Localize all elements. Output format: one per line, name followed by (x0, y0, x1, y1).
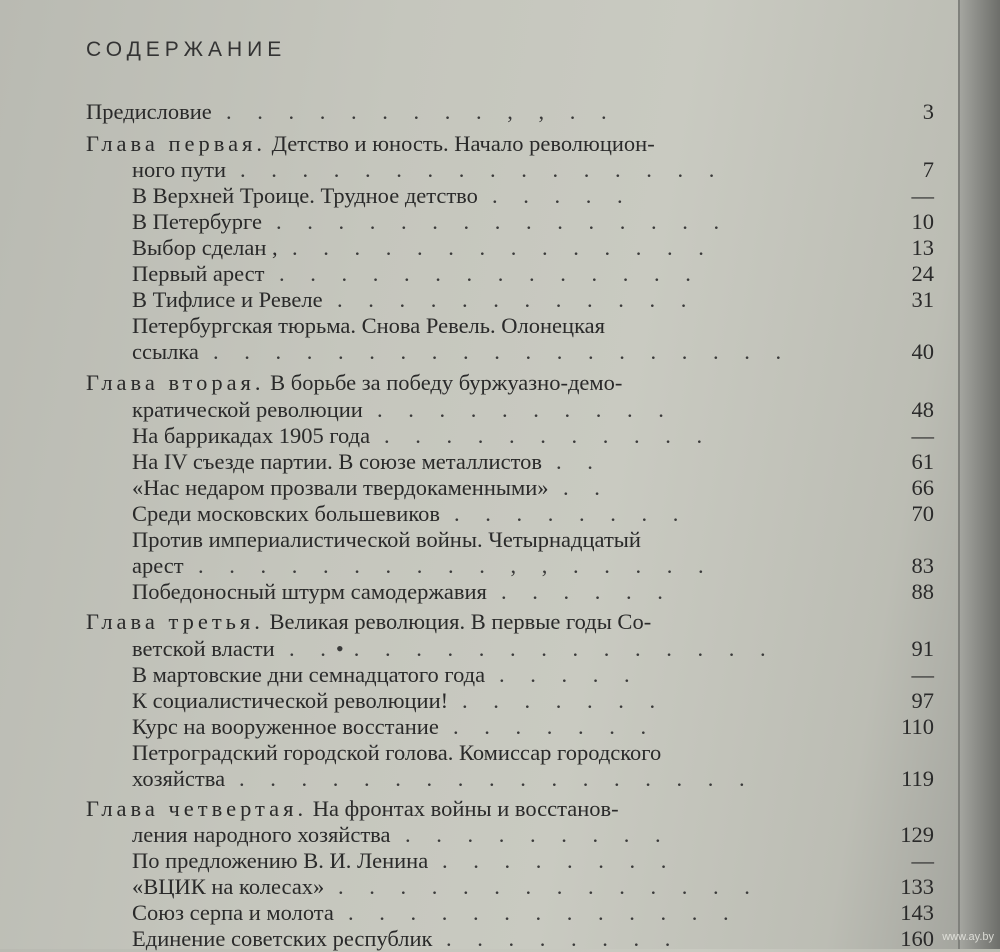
toc-entry-text (86, 99, 212, 125)
toc-entry (0, 287, 1000, 313)
dot-leader: . . . . . . . . (446, 926, 681, 951)
entry-title: К социалистической революции! (132, 688, 449, 713)
page-number: 66 (911, 475, 934, 500)
entry-title: Выбор сделан , (132, 235, 278, 260)
toc-entry (0, 740, 1000, 766)
toc-entry (0, 527, 1000, 553)
entry-title: ветской власти (132, 636, 275, 661)
dot-leader: . . . . . . . . . , , . . (226, 99, 617, 124)
dot-leader: . . . . . . . . . . . . . . (338, 874, 760, 899)
toc-entry-text (132, 848, 428, 874)
dot-leader: . . . . . . . . . (405, 822, 671, 847)
entry-title: Детство и юность. Начало революцион- (271, 131, 655, 156)
entry-title: ления народного хозяйства (132, 822, 391, 847)
toc-entry-text (132, 397, 363, 423)
entry-title: На фронтах войны и восстанов- (312, 796, 619, 821)
toc-entry-text (132, 926, 432, 952)
entry-title: В Тифлисе и Ревеле (132, 287, 323, 312)
toc-entry-text (132, 527, 641, 553)
toc-entry-text (132, 636, 275, 662)
page-number: 40 (911, 339, 934, 364)
entry-title: На баррикадах 1905 года (132, 423, 371, 448)
toc-entry-text (132, 423, 370, 449)
entry-title: В мартовские дни семнадцатого года (132, 662, 486, 687)
dot-leader: . . (556, 449, 603, 474)
dot-leader: . . . . . . . . (442, 848, 677, 873)
toc-entry-text (132, 313, 605, 339)
toc-entry (0, 874, 1000, 900)
dot-leader: . . . . . . . (462, 688, 666, 713)
entry-title: В борьбе за победу буржуазно-демо- (270, 370, 623, 395)
toc-entry (0, 261, 1000, 287)
toc-entry-text (132, 157, 226, 183)
page-number: — (911, 662, 934, 687)
toc-entry-text (86, 131, 655, 157)
toc-entry (0, 397, 1000, 423)
page-number: — (911, 848, 934, 873)
toc-entry-text (132, 822, 391, 848)
toc-entry (0, 662, 1000, 688)
chapter-label: Глава четвертая. (86, 796, 308, 821)
page-number: 31 (911, 287, 934, 312)
toc-entry-text (86, 370, 622, 396)
toc-entry (0, 926, 1000, 952)
entry-title: «Нас недаром прозвали твердокаменными» (132, 475, 549, 500)
toc-entry-text (132, 235, 278, 261)
entry-title: Первый арест (132, 261, 265, 286)
toc-entry (0, 900, 1000, 926)
page-number: 10 (911, 209, 934, 234)
toc-entry-text (132, 579, 487, 605)
toc-entry (0, 848, 1000, 874)
entry-title: Единение советских республик (132, 926, 433, 951)
chapter-label: Глава первая. (86, 131, 267, 156)
page-number: 70 (911, 501, 934, 526)
toc-entry (0, 339, 1000, 365)
entry-title: хозяйства (132, 766, 226, 791)
dot-leader: . . . . . . . . . . . . . . . . (240, 157, 725, 182)
page-number: 83 (911, 553, 934, 578)
toc-entry-text (132, 714, 439, 740)
dot-leader: . . . . . . . . . . . . . . . . . (239, 766, 755, 791)
toc-entry-text (132, 501, 440, 527)
toc-entry (0, 796, 1000, 822)
entry-title: Великая революция. В первые годы Со- (269, 609, 652, 634)
dot-leader: . . . . . . . . . . . . . (348, 900, 739, 925)
page-number: 7 (922, 157, 934, 182)
entry-title: ссылка (132, 339, 199, 364)
page-number: 119 (901, 766, 934, 791)
entry-title: ного пути (132, 157, 226, 182)
dot-leader: . . . . . . . . . . (377, 397, 674, 422)
entry-title: Союз серпа и молота (132, 900, 334, 925)
entry-title: По предложению В. И. Ленина (132, 848, 429, 873)
toc-entry (0, 235, 1000, 261)
page-number: 13 (911, 235, 934, 260)
chapter-label: Глава третья. (86, 609, 264, 634)
toc-entry-text (132, 287, 323, 313)
page-number: 91 (911, 636, 934, 661)
page-number: 3 (922, 99, 934, 124)
toc-entry (0, 423, 1000, 449)
toc-entry (0, 370, 1000, 396)
page-number: 133 (900, 874, 934, 899)
watermark: www.ay.by (942, 931, 994, 943)
toc-entry (0, 609, 1000, 635)
entry-title: Против империалистической войны. Четырнадцатый (132, 527, 641, 552)
entry-title: «ВЦИК на колесах» (132, 874, 325, 899)
dot-leader: . . . . . . (501, 579, 673, 604)
toc-entry-text (132, 766, 225, 792)
dot-leader: . . . . . (492, 183, 633, 208)
entry-title: Победоносный штурм самодержавия (132, 579, 487, 604)
toc-entry-text (132, 449, 542, 475)
toc-entry-text (132, 740, 661, 766)
page-number: 97 (911, 688, 934, 713)
page-number: — (911, 423, 934, 448)
toc-entry (0, 636, 1000, 662)
page-number: 88 (911, 579, 934, 604)
toc-entry (0, 766, 1000, 792)
toc-entry-text (132, 183, 478, 209)
entry-title: кратической революции (132, 397, 363, 422)
toc-entry-text (86, 609, 651, 635)
entry-title: Петербургская тюрьма. Снова Ревель. Олонецкая (132, 313, 606, 338)
page-number: 129 (900, 822, 934, 847)
entry-title: Предисловие (86, 99, 212, 124)
page-number: 48 (911, 397, 934, 422)
page-number: 143 (900, 900, 934, 925)
toc-entry-text (132, 339, 199, 365)
toc-entry-text (132, 553, 184, 579)
page-number: 61 (911, 449, 934, 474)
dot-leader: . . . . . . . (453, 714, 657, 739)
entry-title: Петроградский городской голова. Комиссар городского (132, 740, 662, 765)
page-number: 160 (900, 926, 934, 951)
chapter-label: Глава вторая. (86, 370, 265, 395)
toc-entry (0, 183, 1000, 209)
dot-leader: . . . . . . . . . . . . . . (279, 261, 701, 286)
entry-title: Курс на вооруженное восстание (132, 714, 439, 739)
toc-entry (0, 313, 1000, 339)
toc-entry-text (132, 900, 334, 926)
dot-leader: . . . . . . . . . . . . . . (292, 235, 714, 260)
toc-entry-text (132, 688, 448, 714)
page-number: — (911, 183, 934, 208)
toc-entry (0, 209, 1000, 235)
toc-entry (0, 475, 1000, 501)
dot-leader: . . . . . . . . . . . (384, 423, 713, 448)
toc-entry-text (132, 475, 549, 501)
dot-leader: . . . . . (499, 662, 640, 687)
dot-leader: . .•. . . . . . . . . . . . . . (289, 636, 776, 661)
page-number: 110 (901, 714, 934, 739)
toc-entry (0, 99, 1000, 125)
toc-title: СОДЕРЖАНИЕ (86, 38, 287, 61)
entry-title: В Петербурге (132, 209, 262, 234)
dot-leader: . . . . . . . . . . . . . . . (276, 209, 730, 234)
entry-title: Среди московских большевиков (132, 501, 440, 526)
toc-entry (0, 579, 1000, 605)
entry-title: арест (132, 553, 184, 578)
dot-leader: . . . . . . . . . . , , . . . . . (198, 553, 714, 578)
dot-leader: . . . . . . . . . . . . . . . . . . . (213, 339, 792, 364)
toc-entry (0, 553, 1000, 579)
toc-entry (0, 449, 1000, 475)
toc-entry (0, 822, 1000, 848)
toc-entry (0, 688, 1000, 714)
toc-entry-text (132, 662, 485, 688)
dot-leader: . . . . . . . . . . . . (337, 287, 697, 312)
toc-entry-text (132, 209, 262, 235)
toc-entry (0, 714, 1000, 740)
toc-entry-text (132, 874, 324, 900)
toc-entry (0, 157, 1000, 183)
page-number: 24 (911, 261, 934, 286)
entry-title: В Верхней Троице. Трудное детство (132, 183, 478, 208)
toc-entry-text (86, 796, 619, 822)
toc-entry-text (132, 261, 265, 287)
toc-entry (0, 501, 1000, 527)
toc-entry (0, 131, 1000, 157)
entry-title: На IV съезде партии. В союзе металлистов (132, 449, 542, 474)
dot-leader: . . . . . . . . (454, 501, 689, 526)
dot-leader: . . (563, 475, 610, 500)
